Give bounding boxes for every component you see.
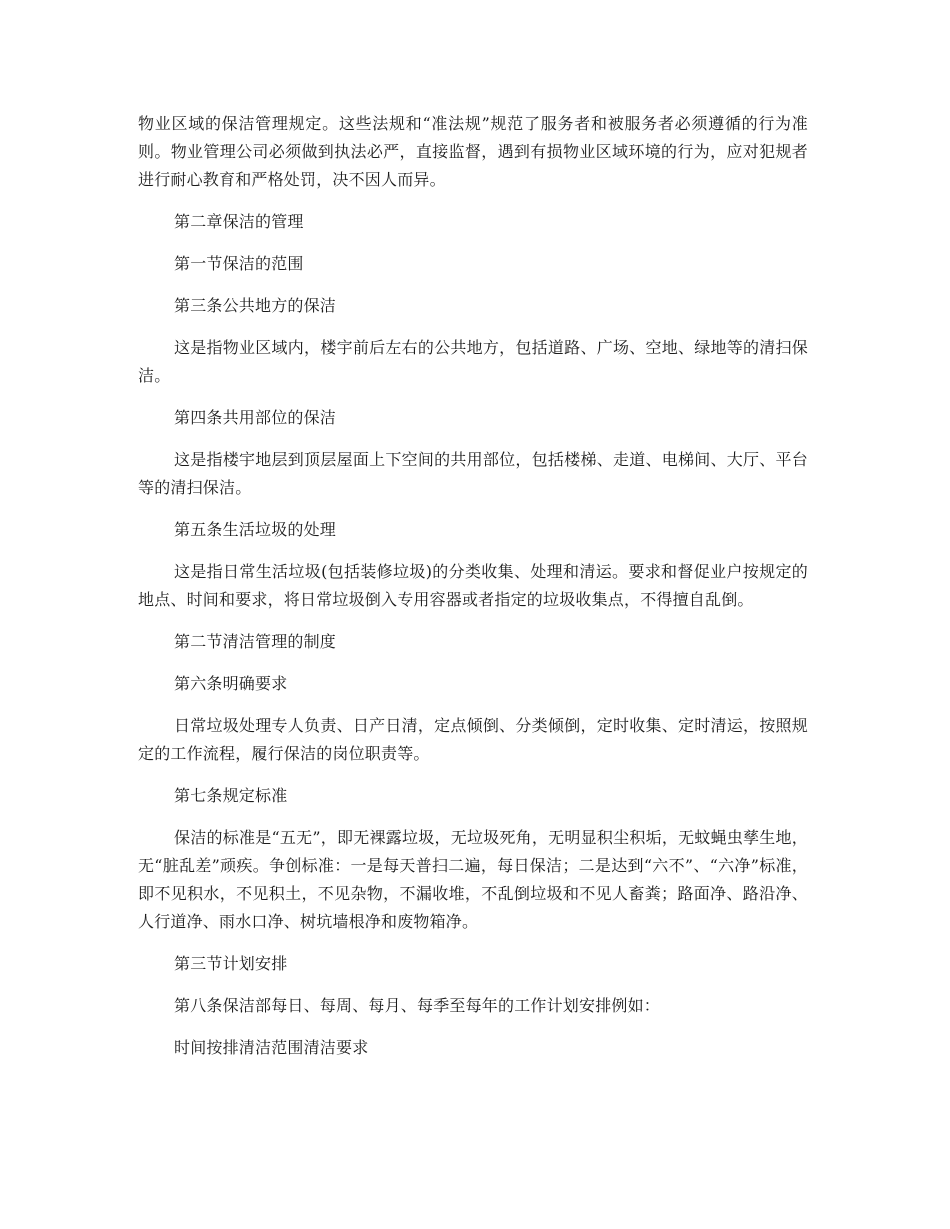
section-heading: 第一节保洁的范围 — [174, 254, 304, 273]
section-heading: 第三节计划安排 — [174, 954, 288, 973]
document-page — [138, 110, 808, 1076]
table-header-line: 时间按排清洁范围清洁要求 — [174, 1038, 369, 1057]
chapter-heading: 第二章保洁的管理 — [174, 212, 304, 231]
article-body: 保洁的标准是“五无”，即无裸露垃圾，无垃圾死角，无明显积尘积垢，无蚊蝇虫孳生地，无“脏乱差”顽疾。争创标准：一是每天普扫二遍，每日保洁；二是达到“六不”、“六净”标准，即不见积水，不见积土，不见杂物，不漏收堆，不乱倒垃圾和不见人畜粪；路面净、路沿净、人行道净、雨水口净、树坑墙根净和废物箱净。 — [138, 828, 808, 931]
article-heading: 第四条共用部位的保洁 — [174, 408, 337, 427]
section-heading: 第二节清洁管理的制度 — [174, 632, 337, 651]
article-body: 这是指楼宇地层到顶层屋面上下空间的共用部位，包括楼梯、走道、电梯间、大厅、平台等的清扫保洁。 — [138, 450, 808, 497]
article-heading: 第五条生活垃圾的处理 — [174, 520, 337, 539]
paragraph-intro: 物业区域的保洁管理规定。这些法规和“准法规”规范了服务者和被服务者必须遵循的行为准则。物业管理公司必须做到执法必严，直接监督，遇到有损物业区域环境的行为，应对犯规者进行耐心教育和严格处罚，决不因人而异。 — [138, 114, 808, 189]
article-heading: 第八条保洁部每日、每周、每月、每季至每年的工作计划安排例如： — [174, 996, 661, 1015]
article-heading: 第三条公共地方的保洁 — [174, 296, 337, 315]
article-body: 这是指物业区域内，楼宇前后左右的公共地方，包括道路、广场、空地、绿地等的清扫保洁。 — [138, 338, 808, 385]
article-heading: 第七条规定标准 — [174, 786, 288, 805]
article-heading: 第六条明确要求 — [174, 674, 288, 693]
article-body: 日常垃圾处理专人负责、日产日清，定点倾倒、分类倾倒，定时收集、定时清运，按照规定的工作流程，履行保洁的岗位职责等。 — [138, 716, 808, 763]
article-body: 这是指日常生活垃圾(包括装修垃圾)的分类收集、处理和清运。要求和督促业户按规定的地点、时间和要求，将日常垃圾倒入专用容器或者指定的垃圾收集点，不得擅自乱倒。 — [138, 562, 808, 609]
